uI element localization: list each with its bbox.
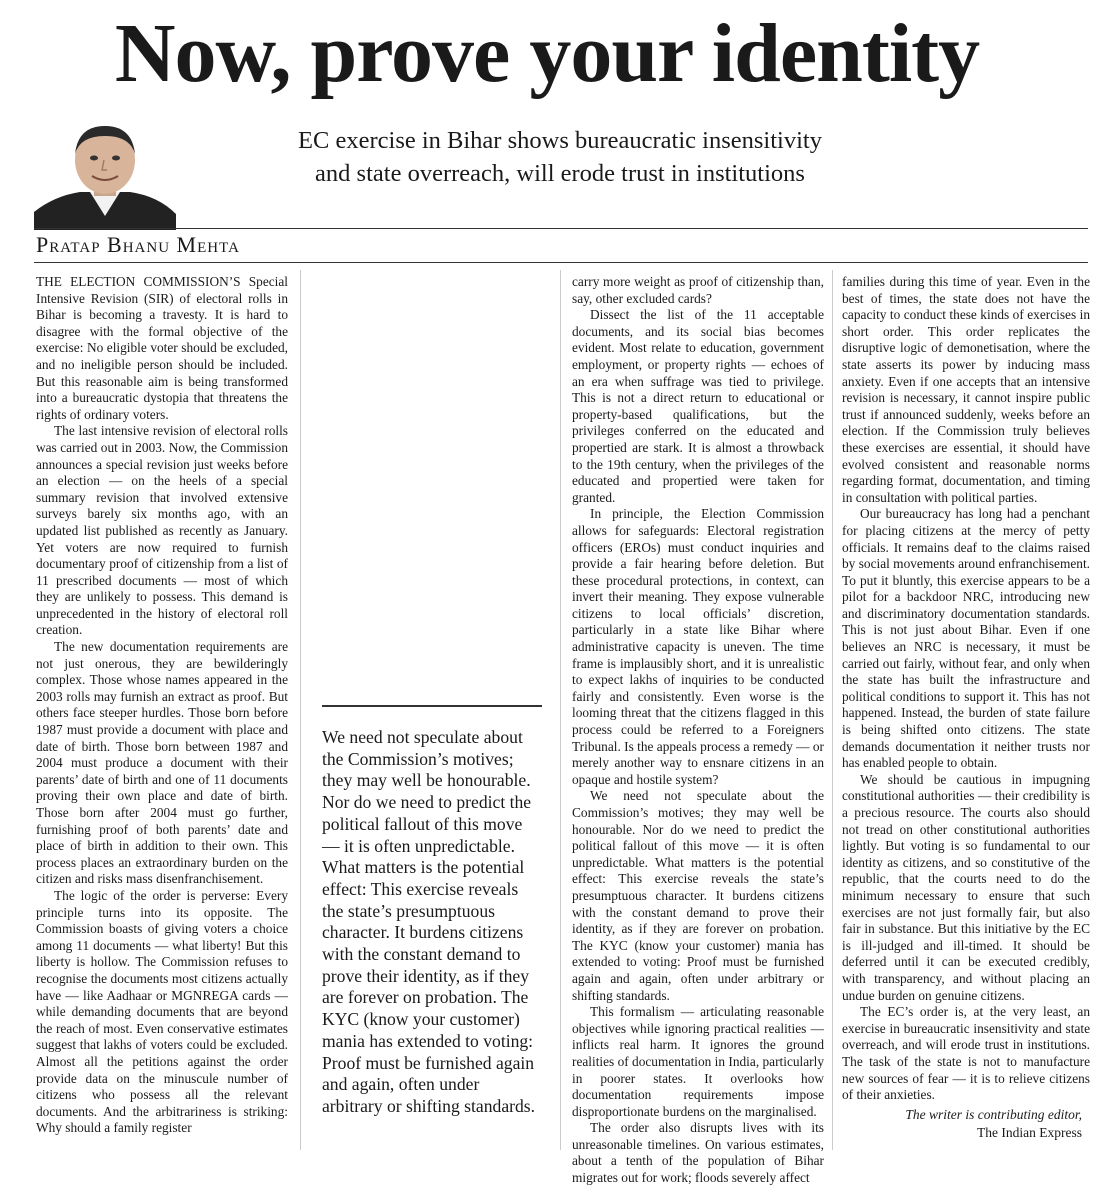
column-divider-2: [560, 270, 561, 1150]
author-byline: Pratap Bhanu Mehta: [36, 232, 240, 257]
column-3-paragraph-2: Our bureaucracy has long had a penchant for placing citizens at the mercy of petty officials. It remains deaf to the claims raised by social movements around enfranchisement. To put it bluntly, this exercise appears to be a pilot for a backdoor NRC, introducing new and discriminatory documentation standards. This is not just about Bihar. Even if one believes an NRC is necessary, it must be carried out fairly, without fear, and only when the state has built the infrastructure and political conditions to support it. This has not happened. Instead, the burden of state failure is being shifted onto citizens. The state demands documentation it neither trusts nor has enabled people to obtain.: [842, 506, 1090, 771]
author-signoff: [905, 1106, 1082, 1142]
author-portrait-image: [34, 120, 176, 230]
column-1-paragraph-4: The logic of the order is perverse: Every principle turns into its opposite. The Commission boasts of giving voters a choice among 11 documents — what liberty! But this liberty is hollow. The Commission refuses to recognise the documents most citizens actually have — like Aadhaar or MGNREGA cards — while demanding documents that are beyond the reach of most. Even conservative estimates suggest that lakhs of voters could be excluded. Almost all the petitions against the order provide data on the minuscule number of citizens who possess all the relevant documents. And the arbitrariness is striking: Why should a family register: [36, 887, 288, 1136]
column-2-paragraph-2: Dissect the list of the 11 acceptable documents, and its social bias becomes evident. Most relate to education, government employment, or property rights — echoes of an era when suffrage was tied to privilege. This is not a direct return to educational or property-based qualifications, but the privileges conferred on the educated and propertied are stark. It is almost a throwback to the 19th century, when the privileges of the educated and propertied were taken for granted.: [572, 307, 824, 505]
column-2-paragraph-5: This formalism — articulating reasonable objectives while ignoring practical realities — inflicts real harm. It ignores the ground realities of documentation in India, particularly in poorer states. It overlooks how documentation requirements impose disproportionate burdens on the marginalised.: [572, 1004, 824, 1119]
signoff-paper: The Indian Express: [977, 1125, 1082, 1140]
column-1-paragraph-3: The new documentation requirements are not just onerous, they are bewilderingly complex. Those whose names appeared in the 2003 rolls may furnish an extract as proof. But others face steeper hurdles. Those born before 1987 must provide a document with place and date of birth. Those born between 1987 and 2004 must produce a document with their parents’ date of birth and one of 11 documents proving their own place and date of birth. Those born after 2004 must go further, furnishing proof of both parents’ date and place of birth in addition to their own. This process places an extraordinary burden on the citizen and risks mass disenfranchisement.: [36, 639, 288, 887]
column-2-paragraph-6: The order also disrupts lives with its unreasonable timelines. On various estimates, about a tenth of the population of Bihar migrates out for work; floods severely affect: [572, 1120, 824, 1186]
column-1-paragraph-1: THE ELECTION COMMISSION’S Special Intensive Revision (SIR) of electoral rolls in Bihar is becoming a travesty. It is hard to disagree with the formal objective of the exercise: No eligible voter should be excluded, and no ineligible person should be included. But this reasonable aim is being transformed into a bureaucratic dystopia that threatens the rights of ordinary voters.: [36, 274, 288, 422]
headline: Now, prove your identity: [114, 7, 980, 100]
column-3: [842, 274, 1090, 1104]
deck-line-2: and state overreach, will erode trust in institutions: [315, 160, 805, 187]
column-divider-3: [832, 270, 833, 1150]
pull-quote: We need not speculate about the Commission’s motives; they may well be honourable. Nor do we need to predict the political fallout of this move — it is often unpredictable. What matters is the potential effect: This exercise reveals the state’s presumptuous character. It burdens citizens with the constant demand to prove their identity, as if they are forever on probation. The KYC (know your customer) mania has extended to voting: Proof must be furnished again and again, often under arbitrary or shifting standards.: [322, 705, 542, 1118]
column-3-paragraph-3: We should be cautious in impugning constitutional authorities — their credibility is a precious resource. The courts also should not tread on other constitutional authorities lightly. But voting is so fundamental to our identity as citizens, and so constitutive of the republic, that the courts need to do the minimum necessary to ensure that such exercises are not just formally fair, but also fair in substance. But this initiative by the EC is ill-judged and ill-timed. It should be deferred until it can be executed credibly, with transparency, and without placing an undue burden on genuine citizens.: [842, 771, 1090, 1003]
column-2-paragraph-4: We need not speculate about the Commission’s motives; they may well be honourable. Nor do we need to predict the political fallout of this move — it is often unpredictable. What matters is the potential effect: This exercise reveals the state’s presumptuous character. It burdens citizens with the constant demand to prove their identity, as if they are forever on probation. The KYC (know your customer) mania has extended to voting: Proof must be furnished again and again, often under arbitrary or shifting standards.: [572, 788, 824, 1003]
column-divider-1: [300, 270, 301, 1150]
deck: [230, 124, 890, 190]
column-2: [572, 274, 824, 1186]
column-3-paragraph-1: families during this time of year. Even in the best of times, the state does not have the capacity to conduct these kinds of exercises in short order. This order replicates the disruptive logic of demonetisation, where the state asserts its power by inducing mass anxiety. Even if one accepts that an intensive revision is necessary, it cannot inspire public trust if announced suddenly, weeks before an election. If the Commission truly believes these exercises are essential, it should have evolved consistent and reasonable norms regarding format, documentation, and timing in consultation with political parties.: [842, 274, 1090, 505]
author-portrait: [34, 120, 176, 230]
signoff-role: The writer is contributing editor,: [905, 1107, 1082, 1122]
column-3-paragraph-4: The EC’s order is, at the very least, an exercise in bureaucratic insensitivity and state overreach, and will erode trust in institutions. The task of the state is not to manufacture new sources of fear — it is to relieve citizens of their anxieties.: [842, 1004, 1090, 1103]
column-2-paragraph-1: carry more weight as proof of citizenship than, say, other excluded cards?: [572, 274, 824, 306]
deck-line-1: EC exercise in Bihar shows bureaucratic insensitivity: [298, 127, 822, 154]
column-1: [36, 274, 288, 1154]
byline-rule-bottom: [34, 262, 1088, 263]
column-2-paragraph-3: In principle, the Election Commission allows for safeguards: Electoral registration officers (EROs) must conduct inquiries and provide a fair hearing before deletion. But these procedural protections, in context, can invert their meaning. They expose vulnerable citizens to local officials’ discretion, particularly in a state like Bihar where administrative capacity is uneven. The time frame is implausibly short, and it is unrealistic to expect lakhs of inquiries to be conducted fairly and consistently. Even worse is the looming threat that the citizens flagged in this process could be referred to a Foreigners Tribunal. Is the appeals process a remedy — or merely another way to ensnare citizens in an opaque and hostile system?: [572, 506, 824, 787]
column-1-paragraph-2: The last intensive revision of electoral rolls was carried out in 2003. Now, the Commission announces a special revision just weeks before an election — on the heels of a special summary revision that involved extensive surveys barely six months ago, with an updated list published as recently as January. Yet voters are now required to furnish documentary proof of citizenship from a list of 11 prescribed documents — most of which they are unlikely to possess. This demand is unprecedented in the history of electoral roll creation.: [36, 423, 288, 638]
byline-rule-top: [34, 228, 1088, 229]
